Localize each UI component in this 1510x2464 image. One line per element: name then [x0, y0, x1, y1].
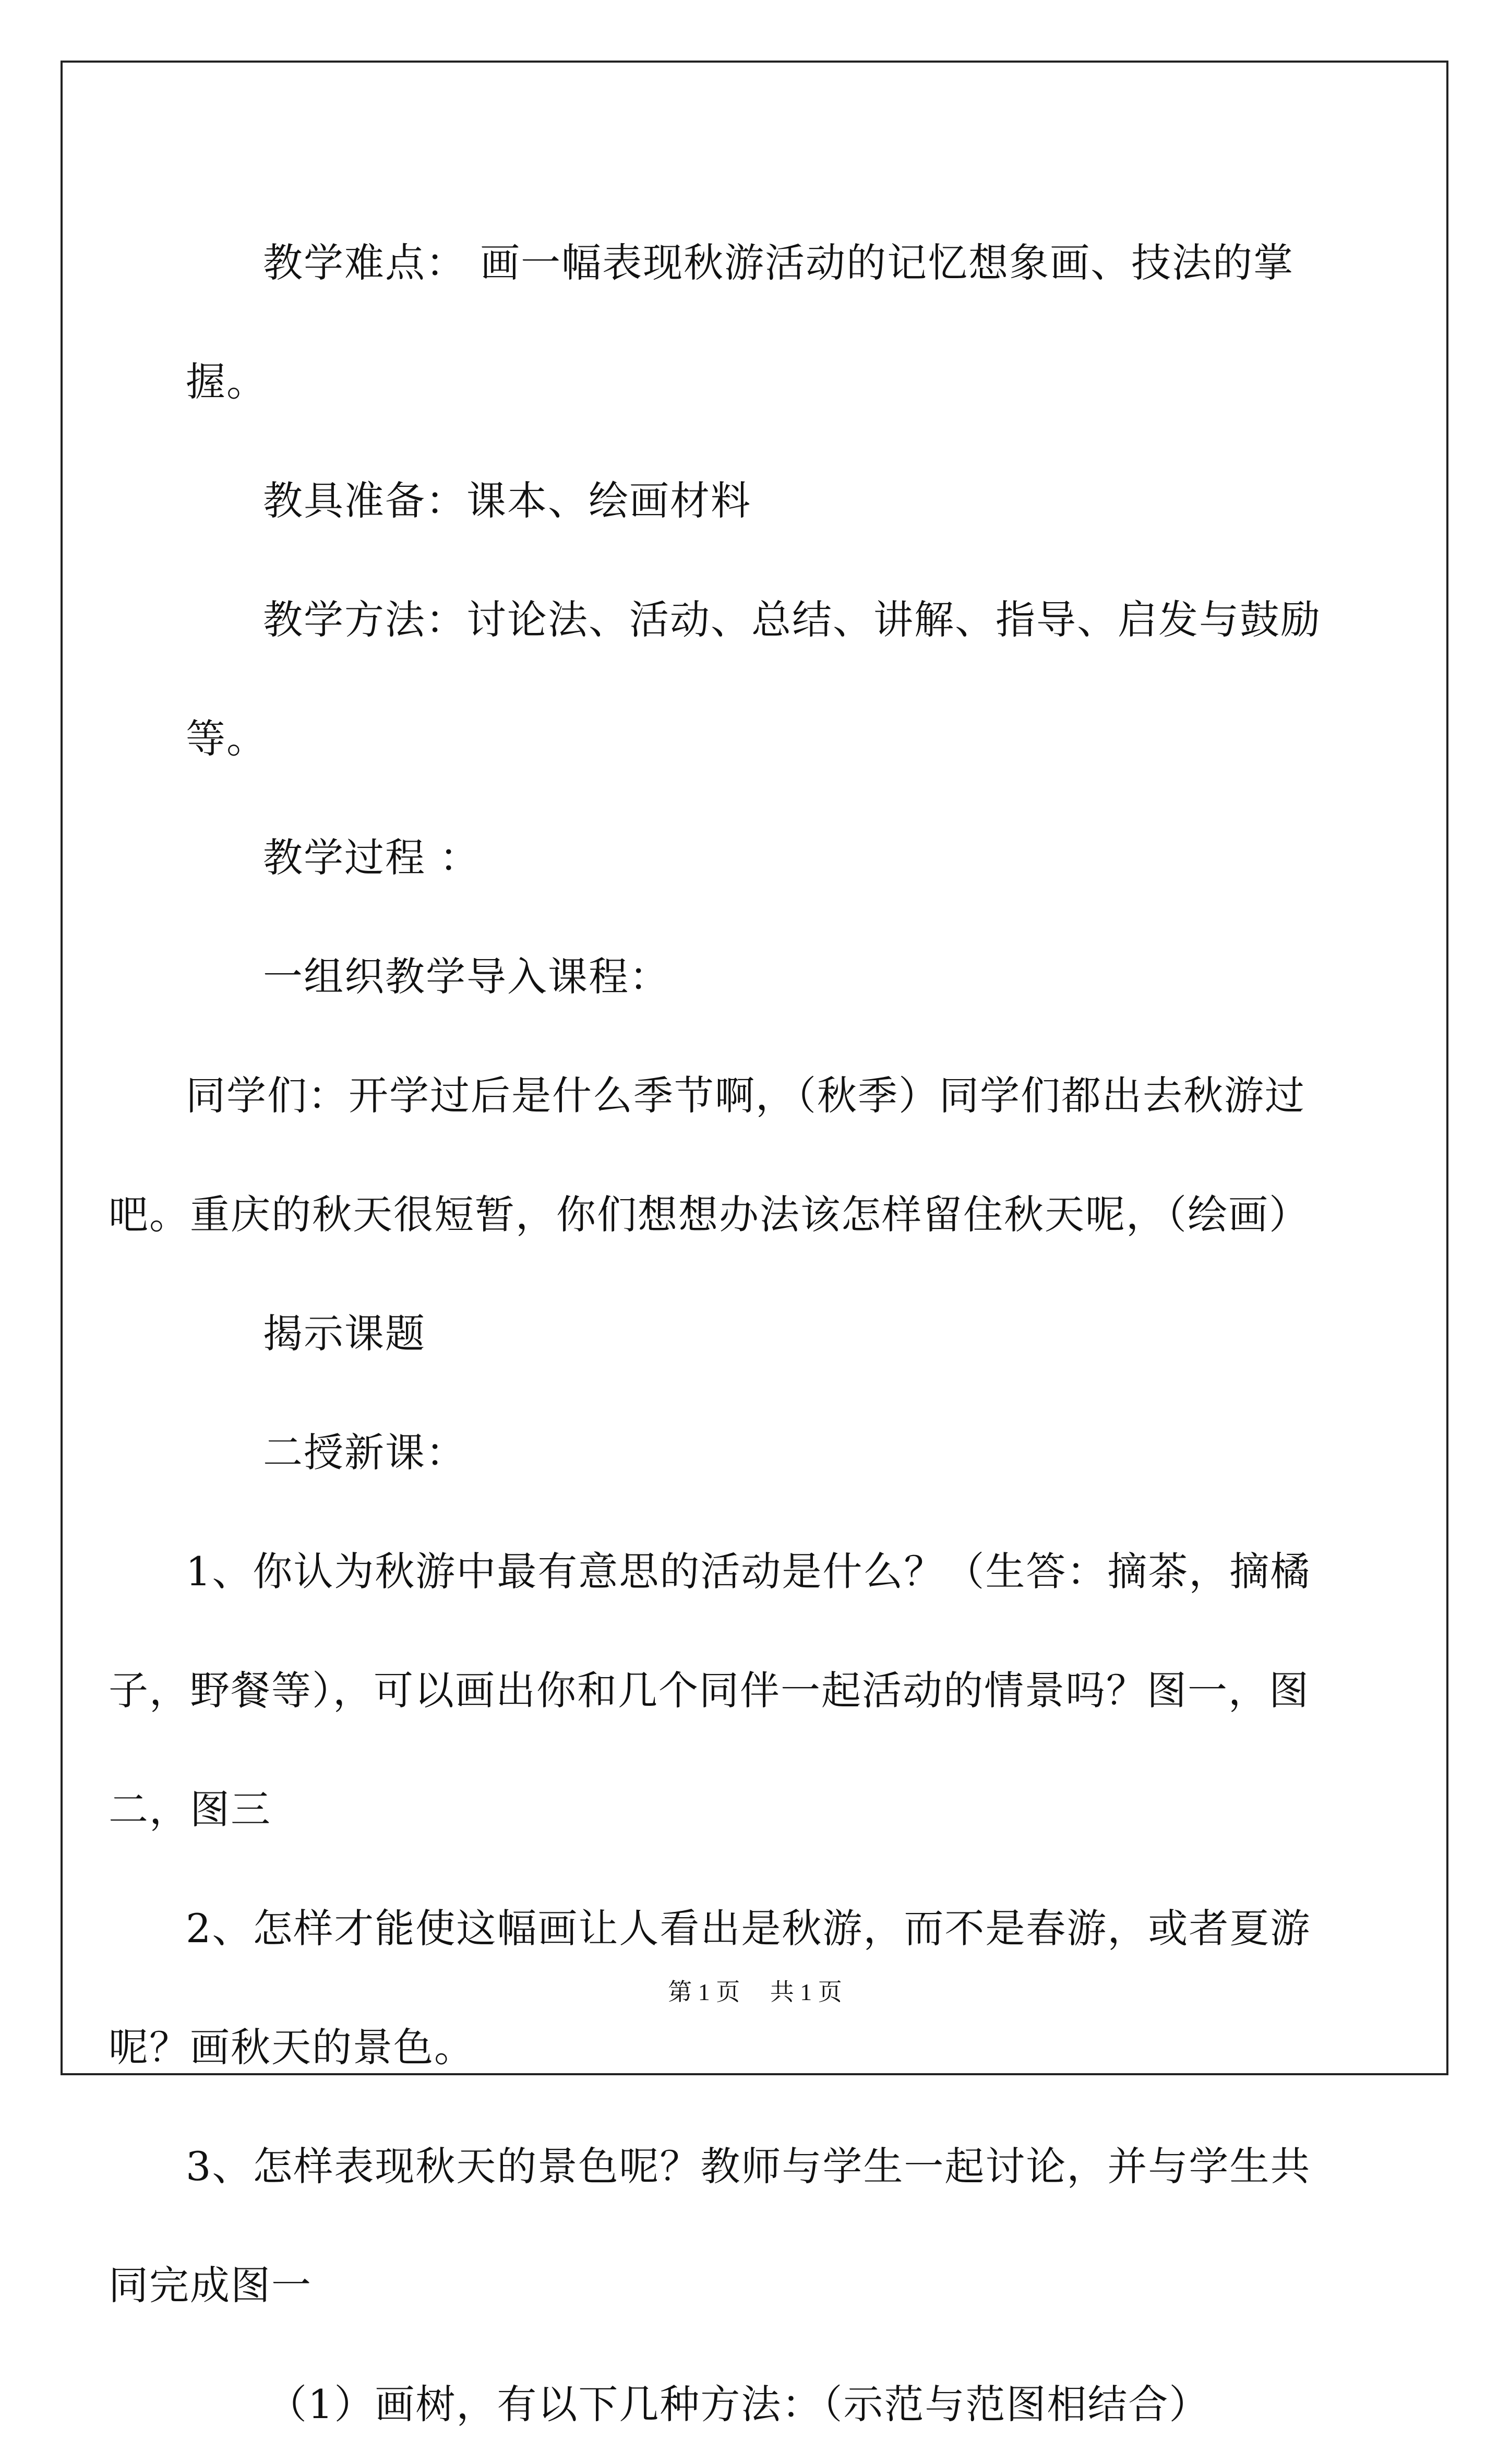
- page-footer: [0, 1977, 1510, 2008]
- paragraph-question-one: 1、你认为秋游中最有意思的活动是什么？（生答：摘茶，摘橘子，野餐等），可以画出你和几个同伴一起活动的情景吗？图一，图二，图三: [109, 1548, 1311, 1833]
- paragraph-introduction: 同学们：开学过后是什么季节啊，（秋季）同学们都出去秋游过吧。重庆的秋天很短暂，你们想想办法该怎样留住秋天呢，（绘画）: [109, 1072, 1310, 1238]
- footer-page-total: 共 1 页: [770, 1979, 842, 2005]
- paragraph-teaching-process: 教学过程 ：: [263, 834, 481, 881]
- footer-page-number: 第 1 页: [668, 1979, 740, 2005]
- heading-section-two: 二授新课：: [263, 1429, 466, 1476]
- paragraph-reveal-topic: 揭示课题: [263, 1310, 426, 1357]
- paragraph-draw-trees: （1）画树，有以下几种方法：（示范与范图相结合）: [267, 2381, 1210, 2427]
- document-body: [109, 204, 1323, 2464]
- paragraph-teaching-difficulty: 教学难点： 画一幅表现秋游活动的记忆想象画、技法的掌握。: [186, 240, 1295, 405]
- paragraph-teaching-methods: 教学方法：讨论法、活动、总结、讲解、指导、启发与鼓励等。: [186, 596, 1321, 762]
- paragraph-question-two: 2、怎样才能使这幅画让人看出是秋游，而不是春游，或者夏游呢？画秋天的景色。: [109, 1905, 1311, 2071]
- paragraph-question-three: 3、怎样表现秋天的景色呢？教师与学生一起讨论，并与学生共同完成图一: [109, 2143, 1311, 2308]
- paragraph-teaching-tools: 教具准备：课本、绘画材料: [263, 477, 751, 524]
- heading-section-one: 一组织教学导入课程：: [263, 953, 670, 1000]
